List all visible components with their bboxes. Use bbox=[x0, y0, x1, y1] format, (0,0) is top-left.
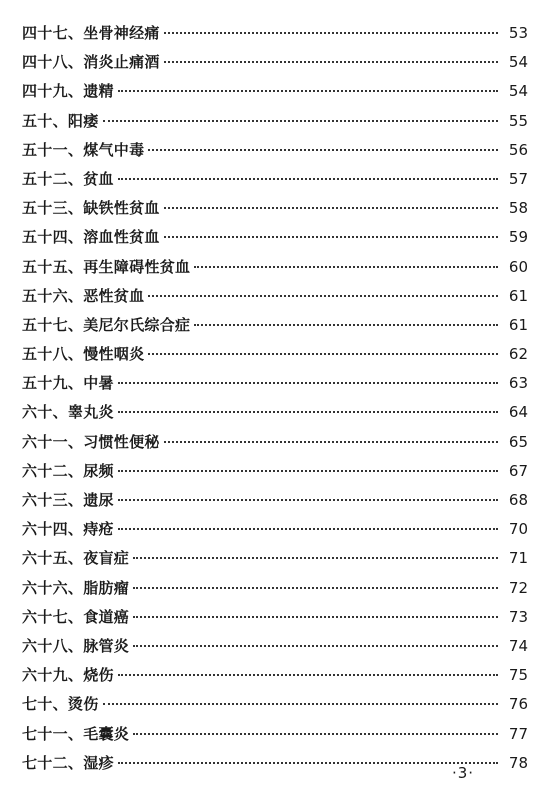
dot-leader bbox=[194, 324, 498, 326]
toc-entry[interactable] bbox=[22, 515, 528, 544]
toc-entry-page: 56 bbox=[508, 140, 528, 159]
toc-entry-title: 五十五、再生障碍性贫血 bbox=[22, 257, 191, 276]
dot-leader bbox=[164, 61, 498, 63]
dot-leader bbox=[148, 353, 498, 355]
toc-entry-title: 六十七、食道癌 bbox=[22, 607, 130, 626]
toc-entry[interactable] bbox=[22, 661, 528, 690]
toc-entry-title: 六十二、尿频 bbox=[22, 461, 114, 480]
page-number: ·3· bbox=[452, 764, 475, 782]
dot-leader bbox=[194, 266, 498, 268]
toc-entry-page: 65 bbox=[508, 432, 528, 451]
toc-entry[interactable] bbox=[22, 720, 528, 749]
toc-entry-page: 64 bbox=[508, 403, 528, 422]
toc-entry-page: 61 bbox=[508, 315, 528, 334]
dot-leader bbox=[118, 499, 498, 501]
toc-entry[interactable] bbox=[22, 165, 528, 194]
dot-leader bbox=[118, 178, 498, 180]
dot-leader bbox=[164, 207, 498, 209]
table-of-contents bbox=[22, 19, 528, 778]
dot-leader bbox=[103, 120, 498, 122]
dot-leader bbox=[118, 674, 498, 676]
toc-entry-title: 六十五、夜盲症 bbox=[22, 549, 130, 568]
toc-entry[interactable] bbox=[22, 603, 528, 632]
toc-entry-page: 58 bbox=[508, 199, 528, 218]
toc-entry[interactable] bbox=[22, 223, 528, 252]
toc-entry-title: 六十、睾丸炎 bbox=[22, 403, 114, 422]
toc-entry[interactable] bbox=[22, 486, 528, 515]
dot-leader bbox=[133, 645, 498, 647]
toc-entry[interactable] bbox=[22, 107, 528, 136]
toc-entry-page: 77 bbox=[508, 724, 528, 743]
dot-leader bbox=[164, 441, 498, 443]
toc-entry-title: 六十八、脉管炎 bbox=[22, 636, 130, 655]
toc-entry-title: 六十四、痔疮 bbox=[22, 520, 114, 539]
dot-leader bbox=[118, 382, 498, 384]
toc-entry-title: 五十、阳痿 bbox=[22, 111, 99, 130]
toc-entry[interactable] bbox=[22, 136, 528, 165]
toc-entry-page: 74 bbox=[508, 636, 528, 655]
toc-entry-page: 71 bbox=[508, 549, 528, 568]
toc-entry-title: 五十四、溶血性贫血 bbox=[22, 228, 160, 247]
toc-entry[interactable] bbox=[22, 253, 528, 282]
toc-entry-page: 60 bbox=[508, 257, 528, 276]
toc-entry[interactable] bbox=[22, 282, 528, 311]
toc-entry-title: 六十六、脂肪瘤 bbox=[22, 578, 130, 597]
toc-entry-title: 六十九、烧伤 bbox=[22, 666, 114, 685]
toc-entry[interactable] bbox=[22, 311, 528, 340]
toc-entry-title: 七十、烫伤 bbox=[22, 695, 99, 714]
toc-entry-page: 67 bbox=[508, 461, 528, 480]
dot-leader bbox=[118, 470, 498, 472]
toc-entry-page: 61 bbox=[508, 286, 528, 305]
toc-entry-page: 63 bbox=[508, 374, 528, 393]
toc-entry[interactable] bbox=[22, 194, 528, 223]
dot-leader bbox=[133, 616, 498, 618]
toc-entry[interactable] bbox=[22, 48, 528, 77]
toc-entry-page: 73 bbox=[508, 607, 528, 626]
dot-leader bbox=[164, 236, 498, 238]
toc-entry-page: 72 bbox=[508, 578, 528, 597]
toc-entry-title: 四十九、遗精 bbox=[22, 82, 114, 101]
toc-entry-page: 68 bbox=[508, 491, 528, 509]
toc-entry-page: 54 bbox=[508, 82, 528, 101]
toc-entry-title: 五十九、中暑 bbox=[22, 374, 114, 393]
toc-entry-title: 五十六、恶性贫血 bbox=[22, 286, 145, 305]
toc-entry-title: 七十二、湿疹 bbox=[22, 753, 114, 772]
toc-entry[interactable] bbox=[22, 369, 528, 398]
dot-leader bbox=[148, 149, 498, 151]
toc-entry[interactable] bbox=[22, 428, 528, 457]
toc-entry[interactable] bbox=[22, 574, 528, 603]
dot-leader bbox=[118, 762, 498, 764]
dot-leader bbox=[118, 411, 498, 413]
toc-entry-page: 76 bbox=[508, 695, 528, 714]
toc-entry-title: 五十一、煤气中毒 bbox=[22, 140, 145, 159]
toc-entry-title: 五十七、美尼尔氏综合症 bbox=[22, 315, 191, 334]
toc-entry-page: 59 bbox=[508, 228, 528, 247]
toc-entry-page: 57 bbox=[508, 169, 528, 188]
toc-entry-page: 75 bbox=[508, 666, 528, 685]
toc-entry[interactable] bbox=[22, 77, 528, 106]
toc-entry-title: 四十八、消炎止痛酒 bbox=[22, 53, 160, 72]
toc-entry-page: 53 bbox=[508, 24, 528, 42]
toc-entry-page: 55 bbox=[508, 111, 528, 130]
toc-entry[interactable] bbox=[22, 19, 528, 48]
dot-leader bbox=[133, 587, 498, 589]
dot-leader bbox=[164, 32, 498, 34]
toc-entry[interactable] bbox=[22, 544, 528, 573]
toc-entry-page: 78 bbox=[508, 753, 528, 772]
toc-entry-title: 四十七、坐骨神经痛 bbox=[22, 24, 160, 42]
toc-entry-page: 70 bbox=[508, 520, 528, 539]
toc-entry-title: 五十三、缺铁性贫血 bbox=[22, 199, 160, 218]
toc-entry[interactable] bbox=[22, 398, 528, 427]
dot-leader bbox=[148, 295, 498, 297]
toc-entry-title: 七十一、毛囊炎 bbox=[22, 724, 130, 743]
toc-entry[interactable] bbox=[22, 457, 528, 486]
toc-entry-page: 62 bbox=[508, 345, 528, 364]
toc-entry-page: 54 bbox=[508, 53, 528, 72]
dot-leader bbox=[103, 703, 498, 705]
dot-leader bbox=[133, 557, 498, 559]
dot-leader bbox=[133, 733, 498, 735]
toc-entry-title: 六十三、遗尿 bbox=[22, 491, 114, 509]
toc-entry-title: 五十二、贫血 bbox=[22, 169, 114, 188]
dot-leader bbox=[118, 90, 498, 92]
toc-entry[interactable] bbox=[22, 340, 528, 369]
toc-entry[interactable] bbox=[22, 632, 528, 661]
dot-leader bbox=[118, 528, 498, 530]
toc-entry[interactable] bbox=[22, 690, 528, 719]
toc-entry-title: 六十一、习惯性便秘 bbox=[22, 432, 160, 451]
toc-entry-title: 五十八、慢性咽炎 bbox=[22, 345, 145, 364]
